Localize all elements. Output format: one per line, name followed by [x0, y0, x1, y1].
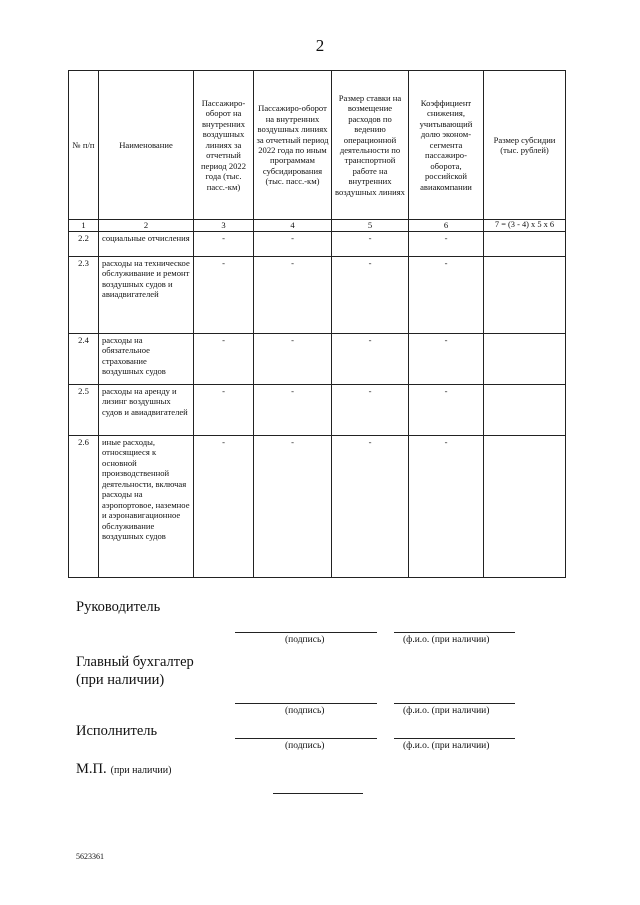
cell-value: - — [194, 257, 254, 334]
row-name: расходы на аренду и лизинг воздушных судов и авиадвигателей — [99, 385, 194, 436]
header-cell: Размер ставки на возмещение расходов по ведению операционной деятельности по транспортной работе на внутренних воздушных линиях — [332, 71, 409, 220]
executor-name-caption: (ф.и.о. (при наличии) — [403, 741, 490, 751]
cell-value: - — [254, 385, 332, 436]
row-number: 2.2 — [69, 232, 99, 257]
executor-name-line — [394, 738, 515, 739]
cell-value: - — [409, 385, 484, 436]
row-name: иные расходы, относящиеся к основной производственной деятельности, включая расходы на аэропортовое, наземное и аэронавигационное обслуживание воздушных судов — [99, 436, 194, 578]
cell-value — [484, 257, 566, 334]
executor-label: Исполнитель — [76, 723, 158, 739]
header-cell: Пассажиро-оборот на внутренних воздушных линиях за отчетный период 2022 года по иным программам субсидирования (тыс. пасс.-км) — [254, 71, 332, 220]
cell-value: - — [194, 385, 254, 436]
column-number-formula: 7 = (3 - 4) x 5 x 6 — [484, 220, 566, 232]
head-label: Руководитель — [76, 599, 161, 615]
table-row — [69, 257, 566, 334]
accountant-name-line — [394, 703, 515, 704]
head-signature-line — [235, 632, 377, 633]
row-number: 2.4 — [69, 334, 99, 385]
cell-value: - — [332, 385, 409, 436]
accountant-signature-caption: (подпись) — [285, 706, 325, 716]
cell-value: - — [409, 232, 484, 257]
chief-accountant-note: (при наличии) — [76, 672, 165, 688]
header-cell: № п/п — [69, 71, 99, 220]
cell-value: - — [409, 257, 484, 334]
column-number: 1 — [69, 220, 99, 232]
row-name: расходы на техническое обслуживание и ремонт воздушных судов и авиадвигателей — [99, 257, 194, 334]
accountant-signature-line — [235, 703, 377, 704]
column-numbers-row — [69, 220, 566, 232]
cell-value: - — [194, 436, 254, 578]
document-id: 5623361 — [76, 852, 104, 861]
chief-accountant-label: Главный бухгалтер — [76, 654, 194, 670]
stamp-line — [273, 793, 363, 794]
cell-value: - — [254, 257, 332, 334]
column-number: 5 — [332, 220, 409, 232]
cell-value — [484, 436, 566, 578]
header-cell: Коэффициент снижения, учитывающий долю эконом-сегмента пассажиро-оборота, российской авиакомпании — [409, 71, 484, 220]
cell-value: - — [254, 436, 332, 578]
cell-value: - — [332, 232, 409, 257]
table-row — [69, 436, 566, 578]
row-number: 2.6 — [69, 436, 99, 578]
cell-value: - — [332, 334, 409, 385]
mp-note: (при наличии) — [110, 765, 172, 776]
row-number: 2.5 — [69, 385, 99, 436]
head-name-caption: (ф.и.о. (при наличии) — [403, 635, 490, 645]
cell-value: - — [409, 436, 484, 578]
head-name-line — [394, 632, 515, 633]
header-row — [69, 71, 566, 220]
cell-value — [484, 334, 566, 385]
header-cell: Размер субсидии (тыс. рублей) — [484, 71, 566, 220]
cell-value — [484, 232, 566, 257]
column-number: 6 — [409, 220, 484, 232]
stamp-place — [76, 760, 171, 779]
cell-value: - — [332, 257, 409, 334]
cell-value — [484, 385, 566, 436]
row-name: расходы на обязательное страхование воздушных судов — [99, 334, 194, 385]
header-cell: Наименование — [99, 71, 194, 220]
subsidy-table — [68, 70, 566, 578]
cell-value: - — [194, 232, 254, 257]
accountant-name-caption: (ф.и.о. (при наличии) — [403, 706, 490, 716]
cell-value: - — [194, 334, 254, 385]
column-number: 3 — [194, 220, 254, 232]
table-row — [69, 385, 566, 436]
header-cell: Пассажиро-оборот на внутренних воздушных линиях за отчетный период 2022 года (тыс. пасс.-км) — [194, 71, 254, 220]
executor-signature-caption: (подпись) — [285, 741, 325, 751]
column-number: 2 — [99, 220, 194, 232]
cell-value: - — [254, 334, 332, 385]
cell-value: - — [254, 232, 332, 257]
mp-label: М.П. — [76, 761, 107, 777]
cell-value: - — [332, 436, 409, 578]
page-number: 2 — [315, 36, 325, 55]
row-number: 2.3 — [69, 257, 99, 334]
table-row — [69, 334, 566, 385]
row-name: социальные отчисления — [99, 232, 194, 257]
executor-signature-line — [235, 738, 377, 739]
column-number: 4 — [254, 220, 332, 232]
cell-value: - — [409, 334, 484, 385]
head-signature-caption: (подпись) — [285, 635, 325, 645]
table-row — [69, 232, 566, 257]
